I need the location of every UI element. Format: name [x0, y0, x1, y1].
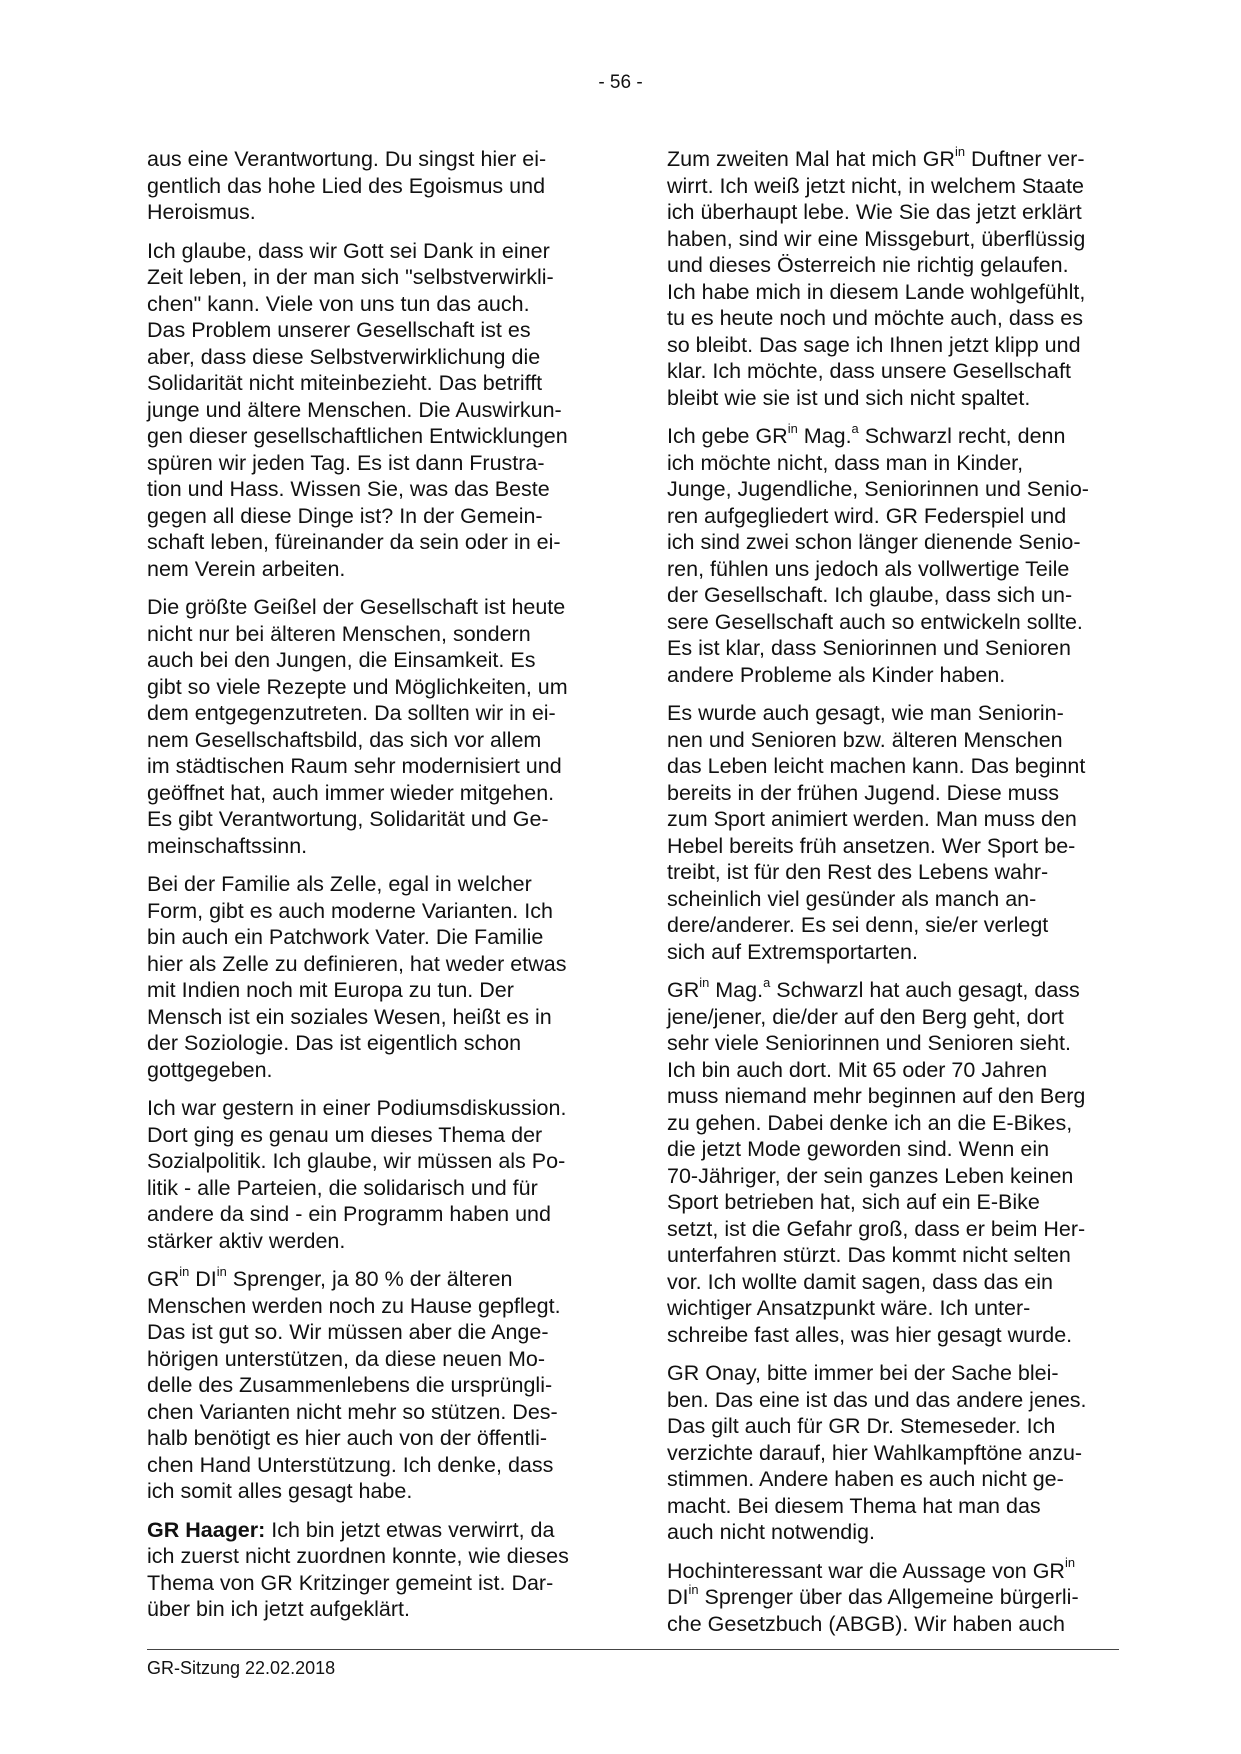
- paragraph: Bei der Familie als Zelle, egal in welcher Form, gibt es auch moderne Varianten. Ich bin auch ein Patchwork Vater. Die Familie hier als Zelle zu definieren, hat weder etwas mit Indien noch mit Europa zu tun. Der Mensch ist ein soziales Wesen, heißt es in der Soziologie. Das ist eigentlich schon gottgegeben.: [147, 872, 567, 1082]
- right-column: [667, 143, 1119, 1649]
- footer-text: GR-Sitzung 22.02.2018: [147, 1658, 336, 1678]
- left-column: [147, 146, 597, 1635]
- paragraph: [147, 1263, 597, 1505]
- superscript: a: [763, 974, 771, 990]
- text-run: Sprenger über das Allgemeine bürgerli- che Gesetzbuch (ABGB). Wir haben auch: [667, 1585, 1079, 1636]
- paragraph: aus eine Verantwortung. Du singst hier ei- gentlich das hohe Lied des Egoismus und Heroismus.: [147, 147, 547, 224]
- text-run: Ich bin jetzt etwas verwirrt, da ich zuerst nicht zuordnen konnte, wie dieses Thema von GR Kritzinger gemeint ist. Dar- über bin ich jetzt aufgeklärt.: [147, 1517, 569, 1621]
- paragraph: [667, 143, 1119, 411]
- superscript: in: [954, 143, 965, 159]
- superscript: in: [1064, 1555, 1076, 1571]
- paragraph: Die größte Geißel der Gesellschaft ist heute nicht nur bei älteren Menschen, sondern auch bei den Jungen, die Einsamkeit. Es gibt so viele Rezepte und Möglichkeiten, um dem entgegenzutreten. Da sollten wir in ei- nem Gesellschaftsbild, das sich vor allem im städtischen Raum sehr modernisiert und geöffnet hat, auch immer wieder mitgehen. Es gibt Verantwortung, Solidarität und Ge- meinschaftssinn.: [147, 595, 568, 858]
- superscript: in: [699, 974, 710, 990]
- paragraph: [147, 1517, 597, 1623]
- superscript: in: [787, 420, 798, 436]
- text-run: Schwarzl hat auch gesagt, dass jene/jener, die/der auf den Berg geht, dort sehr viele Seniorinnen und Senioren sieht. Ich bin auch dort. Mit 65 oder 70 Jahren muss niemand mehr beginnen auf den Berg zu gehen. Dabei denke ich an die E-Bikes, die jetzt Mode geworden sind. Wenn ein 70-Jähriger, der sein ganzes Leben keinen Sport betrieben hat, sich auf ein E-Bike setzt, ist die Gefahr groß, dass er beim Her- unterfahren stürzt. Das kommt nicht selten vor. Ich wollte damit sagen, dass das ein wichtiger Ansatzpunkt wäre. Ich unter- schreibe fast alles, was hier gesagt wurde.: [667, 978, 1086, 1347]
- paragraph: [667, 974, 1119, 1348]
- text-run: Zum zweiten Mal hat mich GR: [667, 147, 955, 171]
- text-run: Mag.: [797, 424, 852, 448]
- paragraph: Es wurde auch gesagt, wie man Seniorin- nen und Senioren bzw. älteren Menschen das Leben leicht machen kann. Das beginnt bereits in der frühen Jugend. Diese muss zum Sport animiert werden. Man muss den Hebel bereits früh ansetzen. Wer Sport be- treibt, ist für den Rest des Lebens wahr- scheinlich viel gesünder als manch an- dere/anderer. Es sei denn, sie/er verlegt sich auf Extremsportarten.: [667, 701, 1086, 964]
- text-run: Mag.: [709, 978, 764, 1002]
- paragraph: Ich war gestern in einer Podiumsdiskussion. Dort ging es genau um dieses Thema der Sozialpolitik. Ich glaube, wir müssen als Po- litik - alle Parteien, die solidarisch und für andere da sind - ein Programm haben und stärker aktiv werden.: [147, 1096, 567, 1253]
- text-run: Sprenger, ja 80 % der älteren Menschen werden noch zu Hause gepflegt. Das ist gut so. Wir müssen aber die Ange- hörigen unterstützen, da diese neuen Mo- delle des Zusammenlebens die ursprüngli- chen Varianten nicht mehr so stützen. Des- halb benötigt es hier auch von der öffentli- chen Hand Unterstützung. Ich denke, dass ich somit alles gesagt habe.: [147, 1267, 561, 1503]
- text-run: GR: [147, 1267, 180, 1291]
- paragraph: [667, 420, 1119, 688]
- text-run: DI: [189, 1267, 217, 1291]
- footer-divider: [147, 1649, 1119, 1650]
- superscript: in: [216, 1263, 227, 1279]
- superscript: a: [851, 420, 859, 436]
- text-run: GR: [667, 978, 700, 1002]
- text-run: Duftner ver- wirrt. Ich weiß jetzt nicht, in welchem Staate ich überhaupt lebe. Wie Sie das jetzt erklärt haben, sind wir eine Missgeburt, überflüssig und dieses Österreich nie richtig gelaufen. Ich habe mich in diesem Lande wohlgefühlt, tu es heute noch und möchte auch, dass es so bleibt. Das sage ich Ihnen jetzt klipp und klar. Ich möchte, dass unsere Gesellschaft bleibt wie sie ist und sich nicht spaltet.: [667, 147, 1086, 410]
- text-run: Schwarzl recht, denn ich möchte nicht, dass man in Kinder, Junge, Jugendliche, Seniorinnen und Senio- ren aufgegliedert wird. GR Federspiel und ich sind zwei schon länger dienende Senio- ren, fühlen uns jedoch als vollwertige Teile der Gesellschaft. Ich glaube, dass sich un- sere Gesellschaft auch so entwickeln sollte. Es ist klar, dass Seniorinnen und Senioren andere Probleme als Kinder haben.: [667, 424, 1089, 687]
- page-number: - 56 -: [598, 72, 643, 93]
- superscript: in: [688, 1581, 699, 1597]
- text-run: Ich gebe GR: [667, 424, 788, 448]
- text-run: Hochinteressant war die Aussage von GR: [667, 1558, 1065, 1583]
- paragraph: GR Onay, bitte immer bei der Sache blei- ben. Das eine ist das und das andere jenes. Das gilt auch für GR Dr. Stemeseder. Ich verzichte darauf, hier Wahlkampftöne anzu- stimmen. Andere haben es auch nicht ge- macht. Bei diesem Thema hat man das auch nicht notwendig.: [667, 1361, 1087, 1544]
- paragraph: [667, 1555, 1119, 1638]
- paragraph: Ich glaube, dass wir Gott sei Dank in einer Zeit leben, in der man sich "selbstverwirkli- chen" kann. Viele von uns tun das auch. Das Problem unserer Gesellschaft ist es aber, dass diese Selbstverwirklichung die Solidarität nicht miteinbezieht. Das betrifft junge und ältere Menschen. Die Auswirkun- gen dieser gesellschaftlichen Entwicklungen spüren wir jeden Tag. Es ist dann Frustra- tion und Hass. Wissen Sie, was das Beste gegen all diese Dinge ist? In der Gemein- schaft leben, füreinander da sein oder in ei- nem Verein arbeiten.: [147, 238, 568, 581]
- superscript: in: [179, 1263, 190, 1279]
- text-run: DI: [667, 1585, 689, 1609]
- speaker-name: GR Haager:: [147, 1517, 266, 1542]
